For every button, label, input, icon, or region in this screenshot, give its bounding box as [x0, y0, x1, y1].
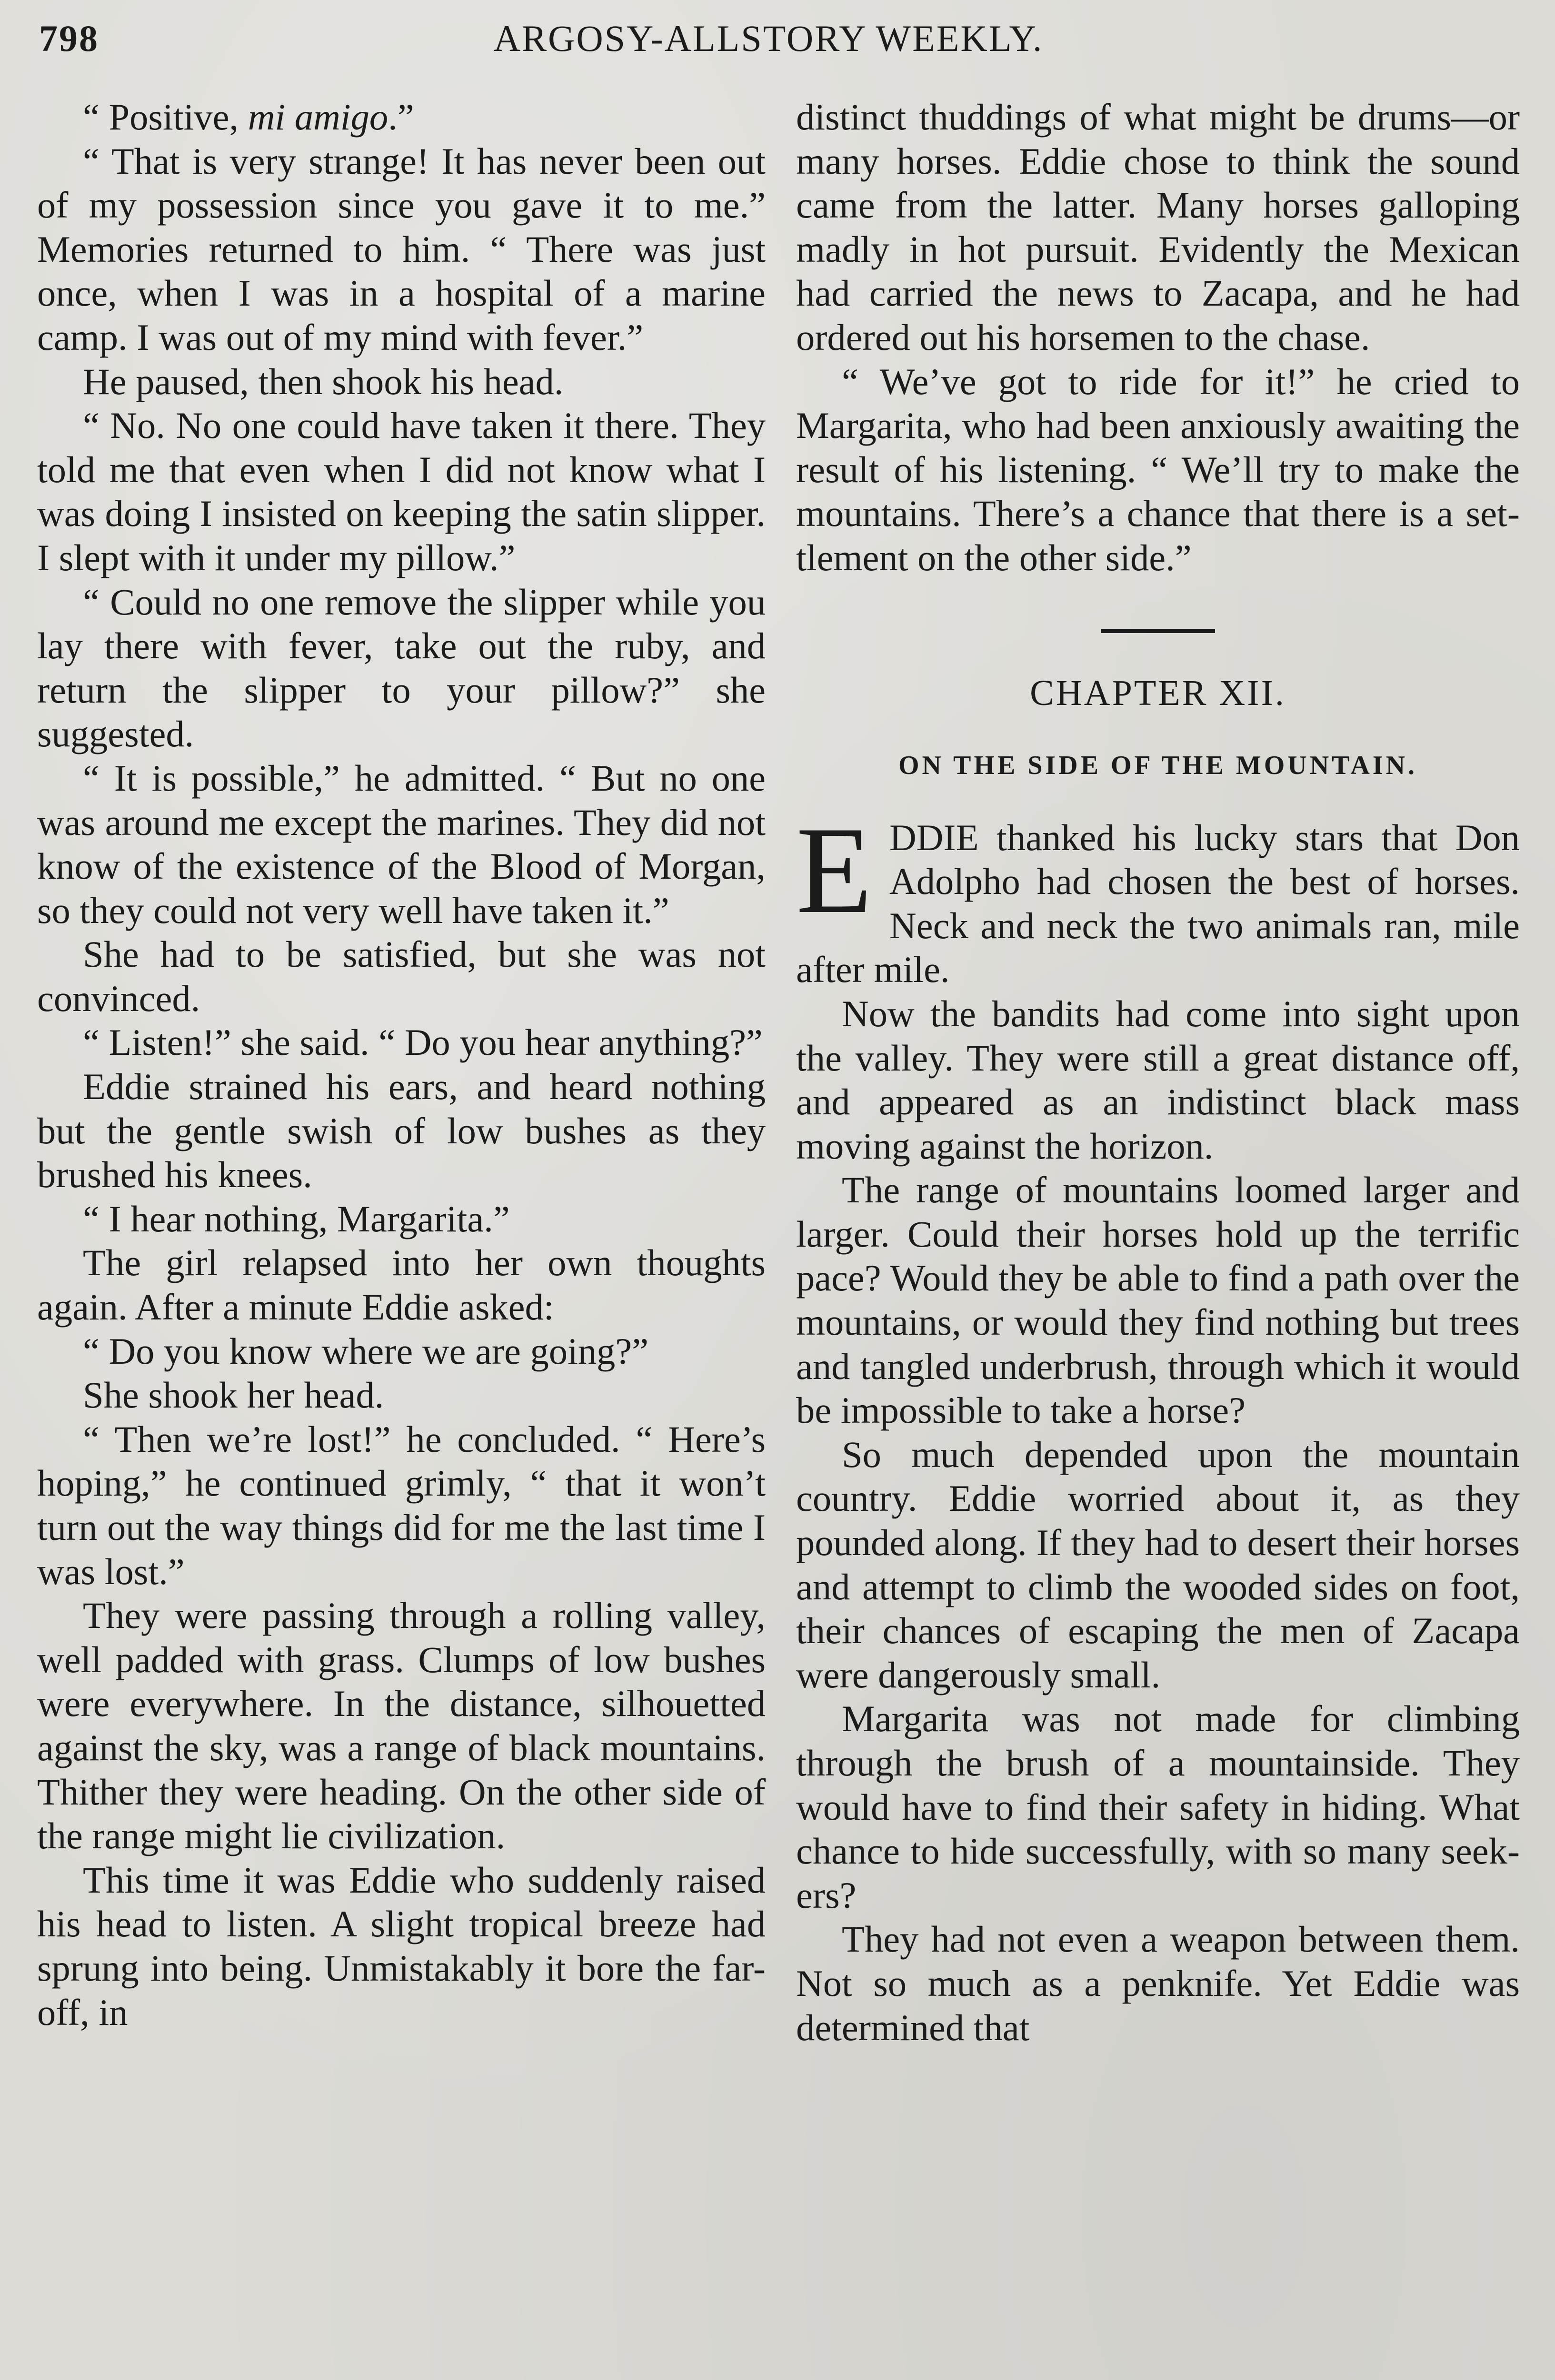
paragraph: “ I hear nothing, Margarita.” [83, 1198, 510, 1240]
paragraph: They were passing through a rolling valley, well padded with grass. Clumps of low bushes were everywhere. In the distance, silhouetted against the sky, was a range of black mountains. Thither they were heading. On the other side of the range might lie civilization. [37, 1595, 766, 1857]
left-column [37, 95, 766, 2034]
paragraph: This time it was Eddie who suddenly raised his head to listen. A slight tropical breeze had sprung into being. Unmistakably it bore the far-off, in [37, 1859, 766, 2033]
paragraph: “ That is very strange! It has never been out of my possession since you gave it to me.” Memories returned to him. “ There was just once, when I was in a hospital of a marine camp. I was out of my mind with fever.” [37, 140, 766, 358]
paragraph: “ Then we’re lost!” he concluded. “ Here’s hoping,” he continued grimly, “ that it won’t turn out the way things did for me the last time I was lost.” [37, 1418, 766, 1592]
paragraph: The range of mountains loomed larger and larger. Could their horses hold up the terrific pace? Would they be able to find a path over the mountains, or would they find nothing but trees and tangled underbrush, through which it would be impossible to take a horse? [796, 1169, 1520, 1431]
page-number: 798 [39, 18, 99, 59]
paragraph: Now the bandits had come into sight upon the valley. They were still a great distance off, and appeared as an indistinct black mass moving against the horizon. [796, 992, 1520, 1167]
paragraph: “ It is possible,” he admitted. “ But no one was around me except the marines. They did not know of the existence of the Blood of Morgan, so they could not very well have taken it.” [37, 757, 766, 931]
section-divider [1101, 629, 1215, 633]
paragraph: “ No. No one could have taken it there. They told me that even when I did not know what I was doing I insisted on keeping the satin slipper. I slept with it under my pillow.” [37, 405, 766, 578]
paragraph: distinct thuddings of what might be drums—or many horses. Eddie chose to think the sound came from the latter. Many horses galloping madly in hot pursuit. Evidently the Mexican had carried the news to Zacapa, and he had ordered out his horsemen to the chase. [796, 96, 1520, 358]
paragraph: They had not even a weapon between them. Not so much as a penknife. Yet Eddie was determined that [796, 1918, 1520, 2048]
paragraph: So much depended upon the mountain country. Eddie worried about it, as they pounded along. If they had to desert their horses and attempt to climb the wooded sides on foot, their chances of escaping the men of Zacapa were dangerously small. [796, 1433, 1520, 1696]
paragraph: “ We’ve got to ride for it!” he cried to Margarita, who had been anxiously awaiting the result of his listening. “ We’ll try to make the mountains. There’s a chance that there is a settlement on the other side.” [796, 360, 1520, 578]
paragraph: “ Do you know where we are going?” [83, 1330, 648, 1372]
running-head: ARGOSY-ALLSTORY WEEKLY. [493, 18, 1044, 59]
chapter-subtitle: ON THE SIDE OF THE MOUNTAIN. [898, 750, 1418, 780]
paragraph: “ Could no one remove the slipper while you lay there with fever, take out the ruby, and return the slipper to your pillow?” she suggested. [37, 581, 766, 755]
paragraph: Eddie strained his ears, and heard nothing but the gentle swish of low bushes as they brushed his knees. [37, 1066, 766, 1196]
paragraph: She shook her head. [83, 1374, 384, 1416]
chapter-title: CHAPTER XII. [1030, 673, 1286, 713]
page-header [39, 13, 1498, 66]
drop-cap: E [796, 801, 873, 939]
paragraph: She had to be satisfied, but she was not convinced. [37, 933, 766, 1019]
paragraph: The girl relapsed into her own thoughts again. After a minute Eddie asked: [37, 1242, 766, 1328]
chapter-opening-paragraph: EDDIE thanked his lucky stars that Don Adolpho had chosen the best of horses. Neck and neck the two animals ran, mile after mile. [796, 801, 1520, 991]
right-column [796, 95, 1520, 2050]
paragraph: “ Listen!” she said. “ Do you hear anything?” [83, 1021, 763, 1063]
paragraph: “ Positive, mi amigo.” [83, 96, 414, 138]
paragraph: He paused, then shook his head. [83, 360, 564, 402]
italic-phrase: mi amigo [248, 96, 389, 138]
paragraph: Margarita was not made for climbing through the brush of a mountainside. They would have to find their safety in hiding. What chance to hide successfully, with so many seekers? [796, 1698, 1520, 1916]
